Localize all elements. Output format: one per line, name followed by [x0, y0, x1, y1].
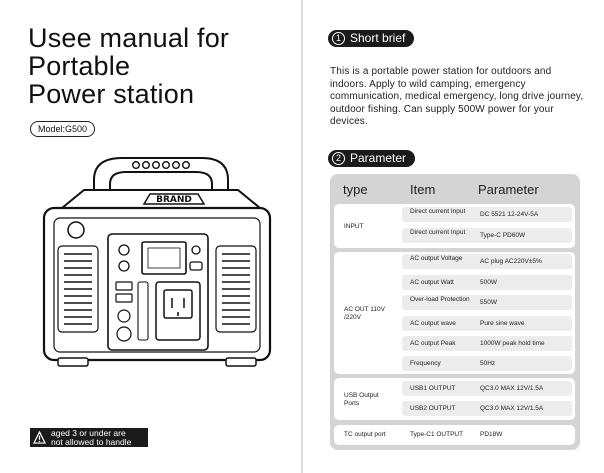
row-value: Type-C PD60W — [480, 232, 526, 239]
row-item: Direct current Input — [410, 208, 466, 215]
row-item: AC output Voltage — [410, 255, 463, 262]
handle-grip-dots — [133, 162, 190, 169]
group-type-label: INPUT — [344, 223, 364, 230]
row-value: 1000W peak hold time — [480, 340, 545, 347]
column-header-type: type — [343, 182, 368, 197]
side-knob — [68, 222, 84, 238]
model-badge: Model:G500 — [30, 121, 95, 137]
brand-plate — [144, 194, 204, 205]
column-header-parameter: Parameter — [478, 182, 539, 197]
row-value: 50Hz — [480, 360, 496, 367]
section-number-1: 1 — [332, 32, 345, 45]
row-item: USB1 OUTPUT — [410, 385, 456, 392]
row-item: USB2 OUTPUT — [410, 405, 456, 412]
short-brief-text: This is a portable power station for outdoors and indoors. Apply to wild camping, emergency communication, medical emergency, long drive journey, outdoor fishing. Can supply 500W power for your devices. — [330, 66, 584, 127]
page-fold-divider — [301, 0, 303, 473]
warning-triangle-icon — [33, 431, 46, 444]
parameter-heading — [328, 150, 415, 167]
small-port-column — [138, 282, 148, 340]
group-type-label: TC output port — [344, 431, 386, 438]
warning-line-1: aged 3 or under are — [51, 428, 126, 438]
row-value: DC 5521 12-24V-5A — [480, 211, 539, 218]
short-brief-heading — [328, 30, 414, 47]
row-item: Over-load Protection — [410, 296, 470, 303]
row-item: AC output wave — [410, 320, 456, 327]
title-line-3: Power station — [28, 79, 195, 109]
row-value: QC3.0 MAX 12V/1.5A — [480, 385, 544, 392]
row-item: AC output Watt — [410, 279, 454, 286]
lcd-screen — [142, 242, 186, 274]
group-type-label: USB Output Ports — [344, 392, 379, 407]
row-item: Direct current Input — [410, 229, 466, 236]
row-value: AC plug AC220V±5% — [480, 258, 542, 265]
power-station-illustration — [32, 150, 282, 375]
row-value: QC3.0 MAX 12V/1.5A — [480, 405, 544, 412]
parameter-title: Parameter — [350, 151, 407, 165]
brand-label: BRAND — [156, 195, 192, 205]
row-item: Frequency — [410, 360, 441, 367]
row-item: AC output Peak — [410, 340, 456, 347]
warning-line-2: not allowed to handle — [51, 437, 132, 447]
row-item: Type-C1 OUTPUT — [410, 431, 464, 438]
row-value: PD18W — [480, 431, 503, 438]
section-number-2: 2 — [332, 152, 345, 165]
group-type-label: AC OUT 110V /220V — [344, 306, 385, 321]
age-warning-label — [30, 428, 148, 447]
manual-title — [28, 24, 229, 108]
short-brief-title: Short brief — [350, 31, 406, 45]
row-value: 550W — [480, 299, 497, 306]
row-value: 500W — [480, 279, 497, 286]
column-header-item: Item — [410, 182, 436, 197]
title-line-2: Portable — [28, 51, 131, 81]
ac-socket — [156, 282, 200, 340]
row-value: Pure sine wave — [480, 320, 525, 327]
title-line-1: Usee manual for — [28, 23, 230, 53]
